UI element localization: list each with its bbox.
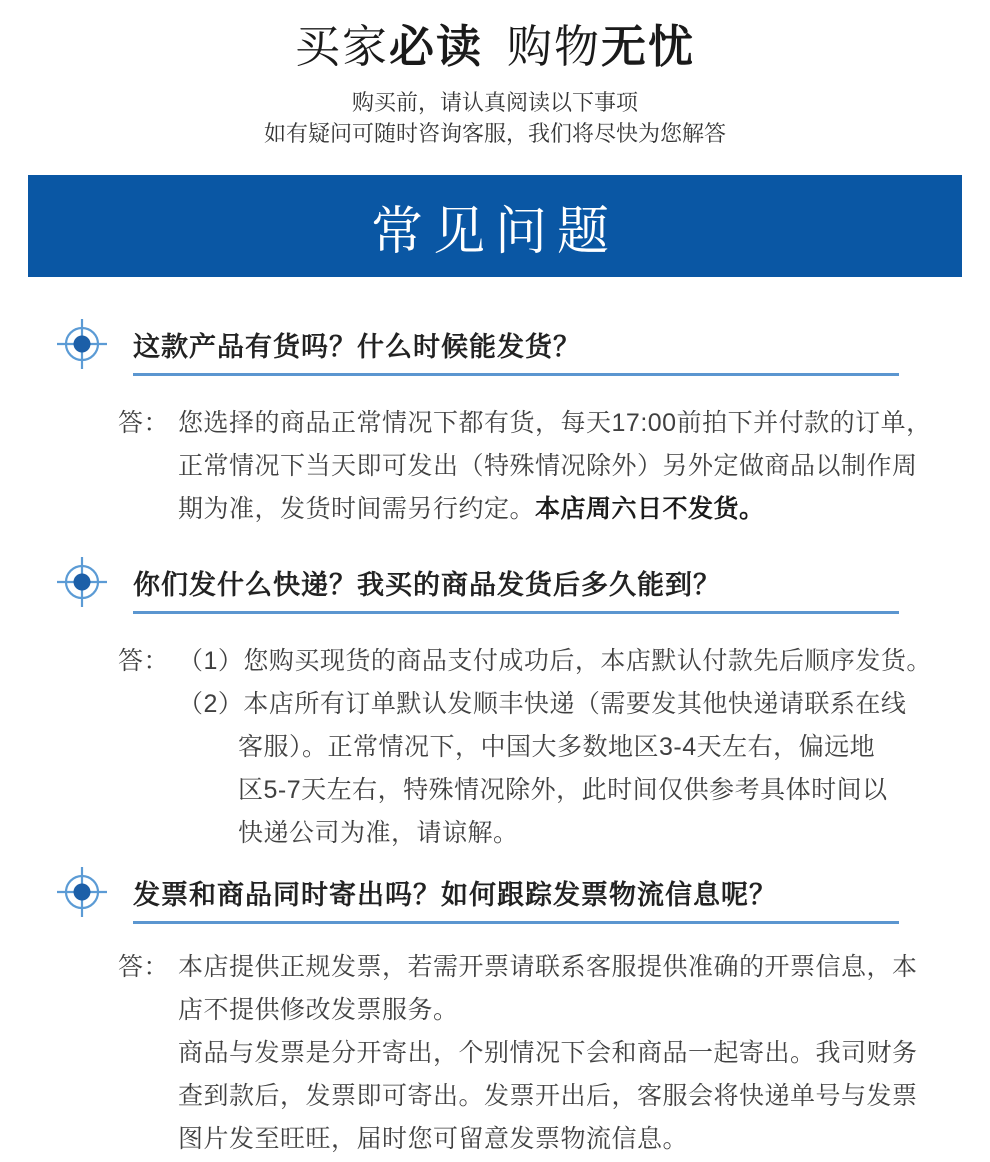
answer-line-bold-text: 本店周六日不发货。 [535,495,765,523]
crosshair-target-icon [57,319,107,369]
faq-item-shipping-availability [0,319,990,531]
question-text: 发票和商品同时寄出吗？如何跟踪发票物流信息呢？ [133,879,777,910]
question-row [57,557,990,607]
answer-line: 您选择的商品正常情况下都有货，每天17:00前拍下并付款的订单， [178,409,932,437]
title-part-buyer: 买家 [294,21,389,72]
question-divider [133,921,899,924]
answer-line: 商品与发票是分开寄出，个别情况下会和商品一起寄出。我司财务 [178,1039,918,1067]
answer-line: （1）您购买现货的商品支付成功后，本店默认付款先后顺序发货。 [178,647,932,675]
answer-line: 正常情况下当天即可发出（特殊情况除外）另外定做商品以制作周 [178,452,918,480]
question-row [57,319,990,369]
question-divider [133,611,899,614]
answer [118,640,990,855]
page-title [0,0,990,72]
title-part-must-read: 必读 [388,21,483,72]
crosshair-target-icon [57,557,107,607]
faq-section [0,319,990,1161]
title-part-worry-free: 无忧 [601,21,696,72]
crosshair-target-icon [57,867,107,917]
answer-label: 答： [118,953,170,981]
subtitle-line-2: 如有疑问可随时咨询客服，我们将尽快为您解答 [263,121,726,146]
question-row [57,867,990,917]
answer-lines [178,640,932,855]
answer-line [178,488,932,531]
answer-label: 答： [118,409,170,437]
answer [118,402,990,531]
answer-line: （2）本店所有订单默认发顺丰快递（需要发其他快递请联系在线 [178,690,907,718]
faq-item-courier-delivery-time [0,557,990,855]
answer-lines [178,946,918,1161]
answer-label: 答： [118,647,170,675]
answer [118,946,990,1161]
subtitle [0,87,990,149]
question-divider [133,373,899,376]
answer-line: 店不提供修改发票服务。 [178,996,459,1024]
title-part-shopping: 购物 [507,21,602,72]
banner-title: 常见问题 [370,202,619,261]
question-text: 这款产品有货吗？什么时候能发货？ [133,331,581,362]
answer-line: 图片发至旺旺，届时您可留意发票物流信息。 [178,1125,689,1153]
answer-line-text: 期为准，发货时间需另行约定。 [178,495,536,523]
faq-item-invoice-tracking [0,867,990,1161]
question-text: 你们发什么快递？我买的商品发货后多久能到？ [133,569,721,600]
answer-lines [178,402,932,531]
subtitle-line-1: 购买前，请认真阅读以下事项 [351,90,638,115]
answer-line: 区5-7天左右，特殊情况除外，此时间仅供参考具体时间以 [238,776,888,804]
answer-line: 本店提供正规发票，若需开票请联系客服提供准确的开票信息，本 [178,953,918,981]
faq-banner [28,175,962,277]
answer-line: 客服）。正常情况下，中国大多数地区3-4天左右，偏远地 [238,733,876,761]
answer-line: 快递公司为准，请谅解。 [238,819,519,847]
answer-line: 查到款后，发票即可寄出。发票开出后，客服会将快递单号与发票 [178,1082,918,1110]
header [0,0,990,149]
